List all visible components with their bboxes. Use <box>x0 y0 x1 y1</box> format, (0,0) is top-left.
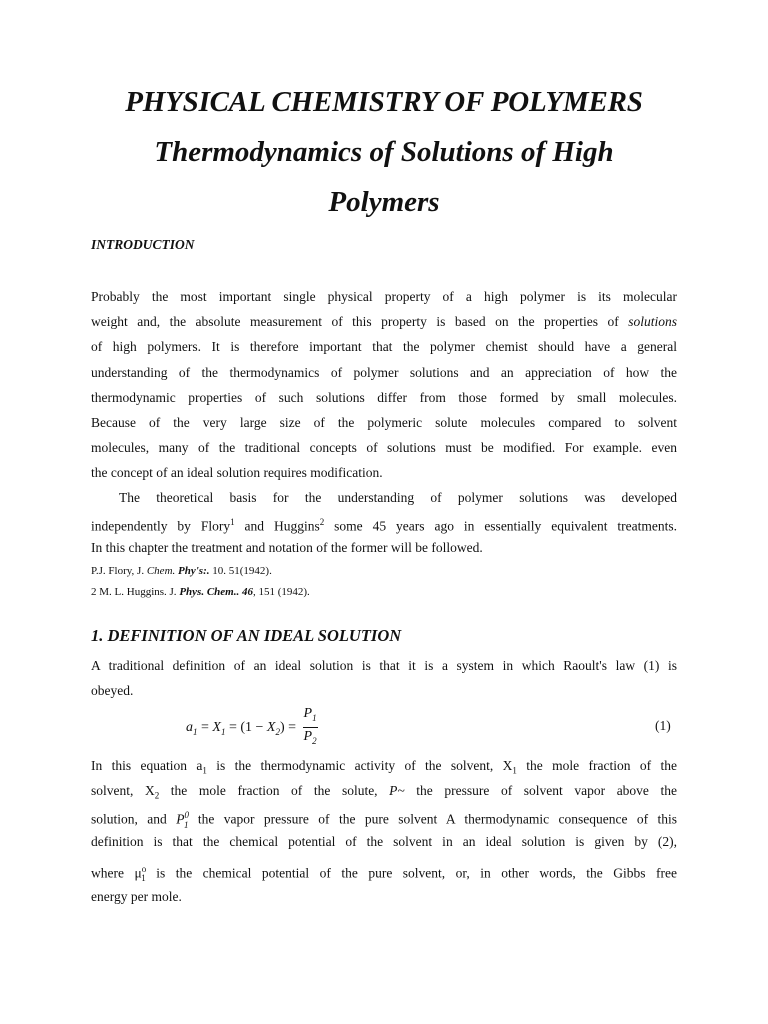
eq-sub: 1 <box>193 726 198 737</box>
eq-sub: 2 <box>275 726 280 737</box>
eq-operator: = (1 − <box>225 720 267 736</box>
footnote-journal: Phys. Chem.. 46 <box>179 586 253 598</box>
text-line: The theoretical basis for the understanding of polymer solutions was developed <box>119 490 677 505</box>
eq-sub: 2 <box>312 735 317 746</box>
eq-operator: = <box>197 720 213 736</box>
footnote-text: 10. 51(1942). <box>209 565 272 577</box>
text-line <box>91 510 677 535</box>
footnote-ref-1[interactable]: 1 <box>230 517 235 528</box>
text-sub: 1 <box>202 765 207 776</box>
text-sub: 2 <box>154 790 160 801</box>
text-var: P <box>176 811 185 827</box>
text-segment: the vapor pressure of the pure solvent A thermodynamic consequence of this <box>188 811 678 827</box>
document-subtitle-line-2: Polymers <box>328 186 440 218</box>
text-line: In this chapter the treatment and notation of the former will be followed. <box>91 540 483 556</box>
eq-mole-fraction: X <box>212 720 221 736</box>
footnote-text: P.J. Flory, J. <box>91 565 147 577</box>
emphasis-solutions: solutions <box>628 314 677 330</box>
document-title: PHYSICAL CHEMISTRY OF POLYMERS <box>125 86 643 118</box>
text-var: P~ <box>389 783 405 799</box>
eq-var: P <box>303 706 313 721</box>
text-line <box>91 854 677 884</box>
footnote-text: 2 M. L. Huggins. J. <box>91 586 180 598</box>
section-heading: 1. DEFINITION OF AN IDEAL SOLUTION <box>91 626 402 645</box>
section-1-paragraph-1 <box>91 653 677 703</box>
text-line: energy per mole. <box>91 888 182 904</box>
text-line: A traditional definition of an ideal solution is that it is a system in which Raoult's law (1) is <box>91 658 677 673</box>
text-line: of high polymers. It is therefore important that the polymer chemist should have a general <box>91 339 677 355</box>
text-sub: 1 <box>183 819 189 830</box>
text-segment: is the thermodynamic activity of the solvent, X <box>206 758 513 773</box>
text-segment: is the chemical potential of the pure solvent, or, in other words, the Gibbs free <box>145 865 677 881</box>
document-subtitle-line-1: Thermodynamics of Solutions of High <box>154 136 614 168</box>
equation-number: (1) <box>655 718 671 733</box>
equation-raoults-law <box>186 706 318 750</box>
eq-var: P <box>303 728 313 744</box>
footnote-journal: Chem. <box>146 565 179 577</box>
text-segment: the pressure of solvent vapor above the <box>404 783 678 799</box>
text-segment: the mole fraction of the solute, <box>159 783 390 799</box>
text-segment: independently by Flory <box>91 518 231 534</box>
text-line <box>91 803 677 828</box>
text-segment: some 45 years ago in essentially equivalent treatments. <box>324 518 678 534</box>
text-sup: 0 <box>184 810 189 821</box>
text-line <box>91 309 677 334</box>
eq-activity: a <box>186 720 193 736</box>
text-sub: 1 <box>141 872 146 883</box>
text-sub: 1 <box>512 765 517 776</box>
section-1-paragraph-2 <box>91 753 677 909</box>
text-segment: and Huggins <box>234 518 320 534</box>
footnote-text: , 151 (1942). <box>252 586 310 598</box>
eq-sub: 1 <box>220 726 226 737</box>
footnote-1 <box>91 565 272 577</box>
eq-mole-fraction: X <box>266 720 276 736</box>
footnote-journal-abbrev: Phy's:. <box>178 565 210 577</box>
eq-denominator <box>303 728 318 750</box>
text-line: Probably the most important single physical property of a high polymer is its molecular <box>91 289 677 304</box>
text-segment: the mole fraction of the <box>516 758 677 773</box>
text-segment: weight and, the absolute measurement of this property is based on the properties of <box>91 314 629 330</box>
footnote-ref-2[interactable]: 2 <box>319 517 325 528</box>
introduction-heading: INTRODUCTION <box>91 237 195 252</box>
introduction-paragraph-1 <box>91 284 677 486</box>
text-segment: where <box>91 865 135 881</box>
text-line: the concept of an ideal solution requires modification. <box>91 465 383 481</box>
text-segment: solution, and <box>91 811 177 827</box>
text-line: thermodynamic properties of such solutions differ from those formed by small molecules. <box>91 389 677 405</box>
eq-sub: 1 <box>312 712 317 723</box>
eq-operator: ) = <box>279 720 300 736</box>
text-line <box>91 753 677 778</box>
footnote-2 <box>91 586 310 598</box>
eq-numerator <box>303 706 318 728</box>
text-line: obeyed. <box>91 683 134 699</box>
text-line: definition is that the chemical potential of the solvent in an ideal solution is given by (2), <box>91 833 677 849</box>
text-line: understanding of the thermodynamics of polymer solutions and an appreciation of how the <box>91 364 677 380</box>
eq-fraction <box>303 706 318 750</box>
text-line: molecules, many of the traditional concepts of solutions must be modified. For example. even <box>91 440 677 456</box>
text-symbol-mu: μ <box>134 865 142 881</box>
text-segment: In this equation a <box>91 758 203 773</box>
text-sup: o <box>141 863 147 874</box>
text-line <box>91 778 677 803</box>
text-segment: solvent, X <box>91 783 155 799</box>
text-line: Because of the very large size of the polymeric solute molecules compared to solvent <box>91 414 677 430</box>
introduction-paragraph-2 <box>91 485 677 561</box>
